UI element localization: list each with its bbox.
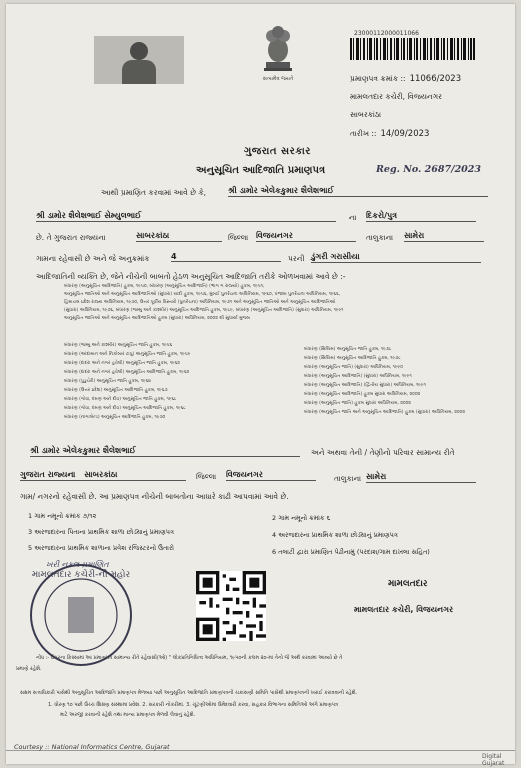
applicant-photo	[94, 36, 184, 84]
order-list-left-5: બંધારણ (પુડુચેરી) અનુસૂચિત જાતિ હુકમ, ૧૯૬૪	[64, 379, 152, 384]
order-list-right-2: બંધારણ (સિક્કિમ) અનુસૂચિત આદિજાતિ હુકમ, ૧૯૭૮	[304, 356, 401, 361]
district-value: સાબરકાંઠા	[136, 231, 222, 242]
cert-number-label: પ્રમાણપત્ર ક્રમાંક ::	[350, 74, 406, 83]
serial-value: 4	[171, 252, 281, 262]
handwritten-note: ખરી નકલ પ્રમાણિત	[46, 560, 109, 569]
order-list-left-9: બંધારણ (નાગાલેન્ડ) અનુસૂચિત આદિજાતિ હુકમ, ૧૯૭૦	[64, 415, 166, 420]
order-line-2: અનુસૂચિત જાતિઓ અને અનુસૂચિત આદિજાતિઓ (સુધારા) યાદી હુકમ, ૧૯૫૬, મુંબઈ પુનર્રચના અધિનિયમ, ૧૯૬૦, પંજાબ પુનર્રચના અધિનિયમ, ૧૯૬૬,	[64, 292, 341, 297]
order-line-3: હિમાચલ પ્રદેશ રાજ્ય અધિનિયમ, ૧૯૭૦, ઉત્તર પૂર્વીય વિસ્તારો (પુનર્રચના) અધિનિયમ, ૧૯૭૧ અને અનુસૂચિત જાતિઓ અને અનુસૂચિત આદિજાતિઓ	[64, 300, 336, 305]
order-list-right-8: બંધારણ (અનુસૂચિત જાતિ અને અનુસૂચિત આદિજાતિ) હુકમ (સુધારા) અધિનિયમ, ૨૦૦૨	[304, 410, 465, 415]
recognition-text: આદિજાતિની વ્યક્તિ છે, જેને નીચેની બાબતો હેઠળ અનુસૂચિત આદિજાતિ તરીકે ઓળખવામાં આવે છે :-	[36, 272, 346, 281]
date-label: તારીખ ::	[350, 129, 377, 138]
district-label-2: જિલ્લા	[196, 472, 217, 481]
note-3: 1. ધોરણ ૧૦ પછી ઉચ્ચ શિક્ષણ સંસ્થામાં પ્રવેશ. 2. સરકારી નોકરીમાં. 3. ચૂંટણીઓમાં ઉમેદવારી કરવા, સહકાર વિભાગના સમિતિઓ અંગે પ્રમાણપત્ર	[48, 702, 339, 708]
applicant-name-repeat: શ્રી ડામોર એલેકકુમાર શૈલેશભાઈ	[30, 446, 300, 457]
government-title: ગુજરાત સરકાર	[244, 146, 311, 157]
residence-suffix: અને અથવા તેની / તેણીનો પરિવાર સામાન્ય રીતે	[311, 448, 455, 457]
basis-item-6: 6 તલાટી દ્વારા પ્રમાણિત પેઢીનામું (પરદાશ/ગામ દાખલા સહિત)	[272, 548, 430, 556]
taluka-value-2: વિજયનગર	[226, 470, 316, 481]
serial-prefix: ગામના રહેવાસી છે અને જે અનુક્રમાંક	[36, 254, 150, 263]
basis-item-5: 5 અરજદારના પ્રાથમિક શાળાના પ્રવેશ રજિસ્ટરનો ઉતારો	[28, 544, 174, 552]
certificate-page	[6, 4, 515, 767]
emblem-caption: સત્યમેવ જયતે	[262, 76, 294, 82]
taluka-label: તાલુકાના	[366, 233, 394, 242]
state-label-2	[20, 470, 186, 481]
serial-mid: પરની	[288, 254, 305, 263]
basis-item-4: 4 અરજદારના પ્રાથમિક શાળા છોડ્યાનું પ્રમાણપત્ર	[272, 531, 398, 539]
order-list-right-6: બંધારણ (અનુસૂચિત આદિજાતિ) હુકમ સુધારા અધિનિયમ, ૨૦૦૨	[304, 392, 421, 397]
tribe-value: ડુંગરી ગરાસીયા	[311, 252, 481, 263]
order-list-left-7: બંધારણ (ગોવા, દમણ અને દીવ) અનુસૂચિત જાતિ હુકમ, ૧૯૬૮	[64, 397, 177, 402]
relation-value: દિકરો/પુત્ર	[366, 211, 476, 222]
date-line	[350, 129, 429, 139]
basis-intro: ગામ/ નગરનો રહેવાસી છે. આ પ્રમાણપત્ર નીચેની બાબતોના આધારે કાઢી આપવામાં આવે છે.	[20, 492, 289, 501]
district-value-2: સાબરકાંઠા	[84, 470, 118, 479]
taluka-label-2: તાલુકાના	[334, 474, 362, 483]
state-prefix: છે. તે ગુજરાત રાજ્યના	[36, 233, 106, 242]
order-line-4: (સુધારા) અધિનિયમ, ૧૯૭૬, બંધારણ (જમ્મુ અને કાશ્મીર) અનુસૂચિત આદિજાતિ હુકમ, ૧૯૮૯, બંધારણ (અનુસૂચિત આદિજાતિ) (સુધારા) અધિનિયમ, ૧૯૯૧	[64, 308, 344, 313]
issue-date: 14/09/2023	[380, 129, 430, 139]
office-name: મામલતદાર કચેરી, વિજયનગર	[350, 92, 442, 101]
district-label: જિલ્લા	[228, 233, 249, 242]
order-list-right-7: બંધારણ (અનુસૂચિત જાતિ) હુકમ સુધારા અધિનિયમ, ૨૦૦૨	[304, 401, 411, 406]
order-list-left-1: બંધારણ (જમ્મુ અને કાશ્મીર) અનુસૂચિત જાતિ હુકમ, ૧૯૫૬	[64, 343, 173, 348]
relation-prefix: ના	[349, 213, 357, 222]
order-line-1: બંધારણ (અનુસૂચિત આદિજાતિ) હુકમ, ૧૯૫૦, બંધારણ (અનુસૂચિત આદિજાતિ) (ભાગ ગ રાજ્યો) હુકમ, ૧૯૫૧,	[64, 284, 265, 289]
signatory-office: મામલતદાર કચેરી, વિજયનગર	[354, 605, 454, 614]
order-list-left-6: બંધારણ (ઉત્તર પ્રદેશ) અનુસૂચિત આદિજાતિ હુકમ, ૧૯૬૭	[64, 388, 168, 393]
order-list-left-8: બંધારણ (ગોવા, દમણ અને દીવ) અનુસૂચિત આદિજાતિ હુકમ, ૧૯૬૮	[64, 406, 186, 411]
order-list-right-1: બંધારણ (સિક્કિમ) અનુસૂચિત જાતિ હુકમ, ૧૯૭૮	[304, 347, 392, 352]
footer-credit: Courtesy :: National Informatics Centre, Gujarat	[14, 743, 170, 751]
footer-brand: Digital Gujarat	[482, 753, 505, 767]
qr-code-icon	[196, 571, 266, 641]
order-list-left-2: બંધારણ (આંદામાન અને નિકોબાર ટાપુ) અનુસૂચિત જાતિ હુકમ, ૧૯૫૯	[64, 352, 191, 357]
order-list-left-3: બંધારણ (દાદરા અને નગર હવેલી) અનુસૂચિત જાતિ હુકમ, ૧૯૬૨	[64, 361, 180, 366]
district-name: સાબરકાંઠા	[350, 110, 382, 119]
cert-number: 11066/2023	[409, 74, 462, 84]
stamp-text: મામલતદાર કચેરી-ની મહોર	[31, 570, 131, 580]
barcode-number: 230001120000110​66	[354, 30, 419, 37]
state-emblem-icon	[258, 22, 298, 76]
note-2: સક્ષમ સત્તાધિકારી પાસેથી અનુસૂચિત આદિજાતિ પ્રમાણપત્ર મેળવ્યા પછી અનુસૂચિત આદિજાતિ પ્રમાણપત્રની ચકાસણી સમિતિ પાસેથી પ્રમાણપત્રની ખરાઈ કરાવવાની રહેશે.	[20, 690, 358, 696]
village-value-2: સામેરા	[366, 472, 476, 483]
father-name: શ્રી ડામોર શૈલેશભાઈ સેમ્યુલભાઈ	[36, 211, 336, 222]
basis-item-1: 1 ગામ નમૂનો ક્રમાંક ૭/૧૨	[28, 512, 97, 520]
order-line-5: અનુસૂચિત જાતિઓ અને અનુસૂચિત આદિજાતિઓ હુકમ (સુધારા) અધિનિયમ, ૨૦૦૨ થી સુધાર્યા મુજબ	[64, 316, 251, 321]
photo-body	[122, 60, 156, 84]
applicant-name: શ્રી ડામોર એલેકકુમાર શૈલેશભાઈ	[228, 186, 488, 197]
photo-head	[130, 42, 148, 60]
certificate-title: અનુસૂચિત આદિજાતિ પ્રમાણપત્ર	[196, 165, 326, 176]
order-list-right-5: બંધારણ (અનુસૂચિત આદિજાતિ) (દ્વિતીય સુધારા) અધિનિયમ, ૧૯૯૧	[304, 383, 426, 388]
signatory-title: મામલતદાર	[388, 579, 428, 589]
taluka-value: વિજયનગર	[256, 231, 356, 242]
note-1b: પ્રમાણે રહેશે.	[16, 666, 42, 672]
order-list-left-4: બંધારણ (દાદરા અને નગર હવેલી) અનુસૂચિત આદિજાતિ હુકમ, ૧૯૬૨	[64, 370, 190, 375]
certify-prefix: આથી પ્રમાણિત કરવામાં આવે છે કે,	[101, 188, 207, 197]
registration-number: Reg. No. 2687/2023	[376, 164, 482, 175]
state-prefix-2: ગુજરાત રાજ્યના	[20, 470, 76, 479]
order-list-right-3: બંધારણ (અનુસૂચિત જાતિ) (સુધારા) અધિનિયમ, ૧૯૯૦	[304, 365, 403, 370]
note-3b: માટે અરજી કરવાની રહેશે તથા માન્ય પ્રમાણપત્ર મેળવી લેવાનું રહેશે.	[60, 712, 196, 718]
note-1: નોંધ :- ઉપરના કિસ્સામાં આ પ્રમાણપત્ર સામાન્ય રીતે રહેવાસી(ઓ) " લોકપ્રતિનિધિત્વ અધિનિયમ, ૧૯૫૦ની કલમ ૨૦-માં તેનો જે અર્થ કરવામાં આવ્યો છે તે	[36, 655, 343, 661]
order-list-right-4: બંધારણ (અનુસૂચિત આદિજાતિ) (સુધારા) અધિનિયમ, ૧૯૯૧	[304, 374, 412, 379]
village-value: સામેરા	[404, 231, 484, 242]
barcode-icon	[350, 36, 475, 62]
basis-item-2: 2 ગામ નમૂનો ક્રમાંક ૬	[272, 514, 331, 522]
cert-number-line	[350, 74, 461, 84]
basis-item-3: 3 અરજદારના પિતાના પ્રાથમિક શાળા છોડ્યાનું પ્રમાણપત્ર	[28, 528, 174, 536]
